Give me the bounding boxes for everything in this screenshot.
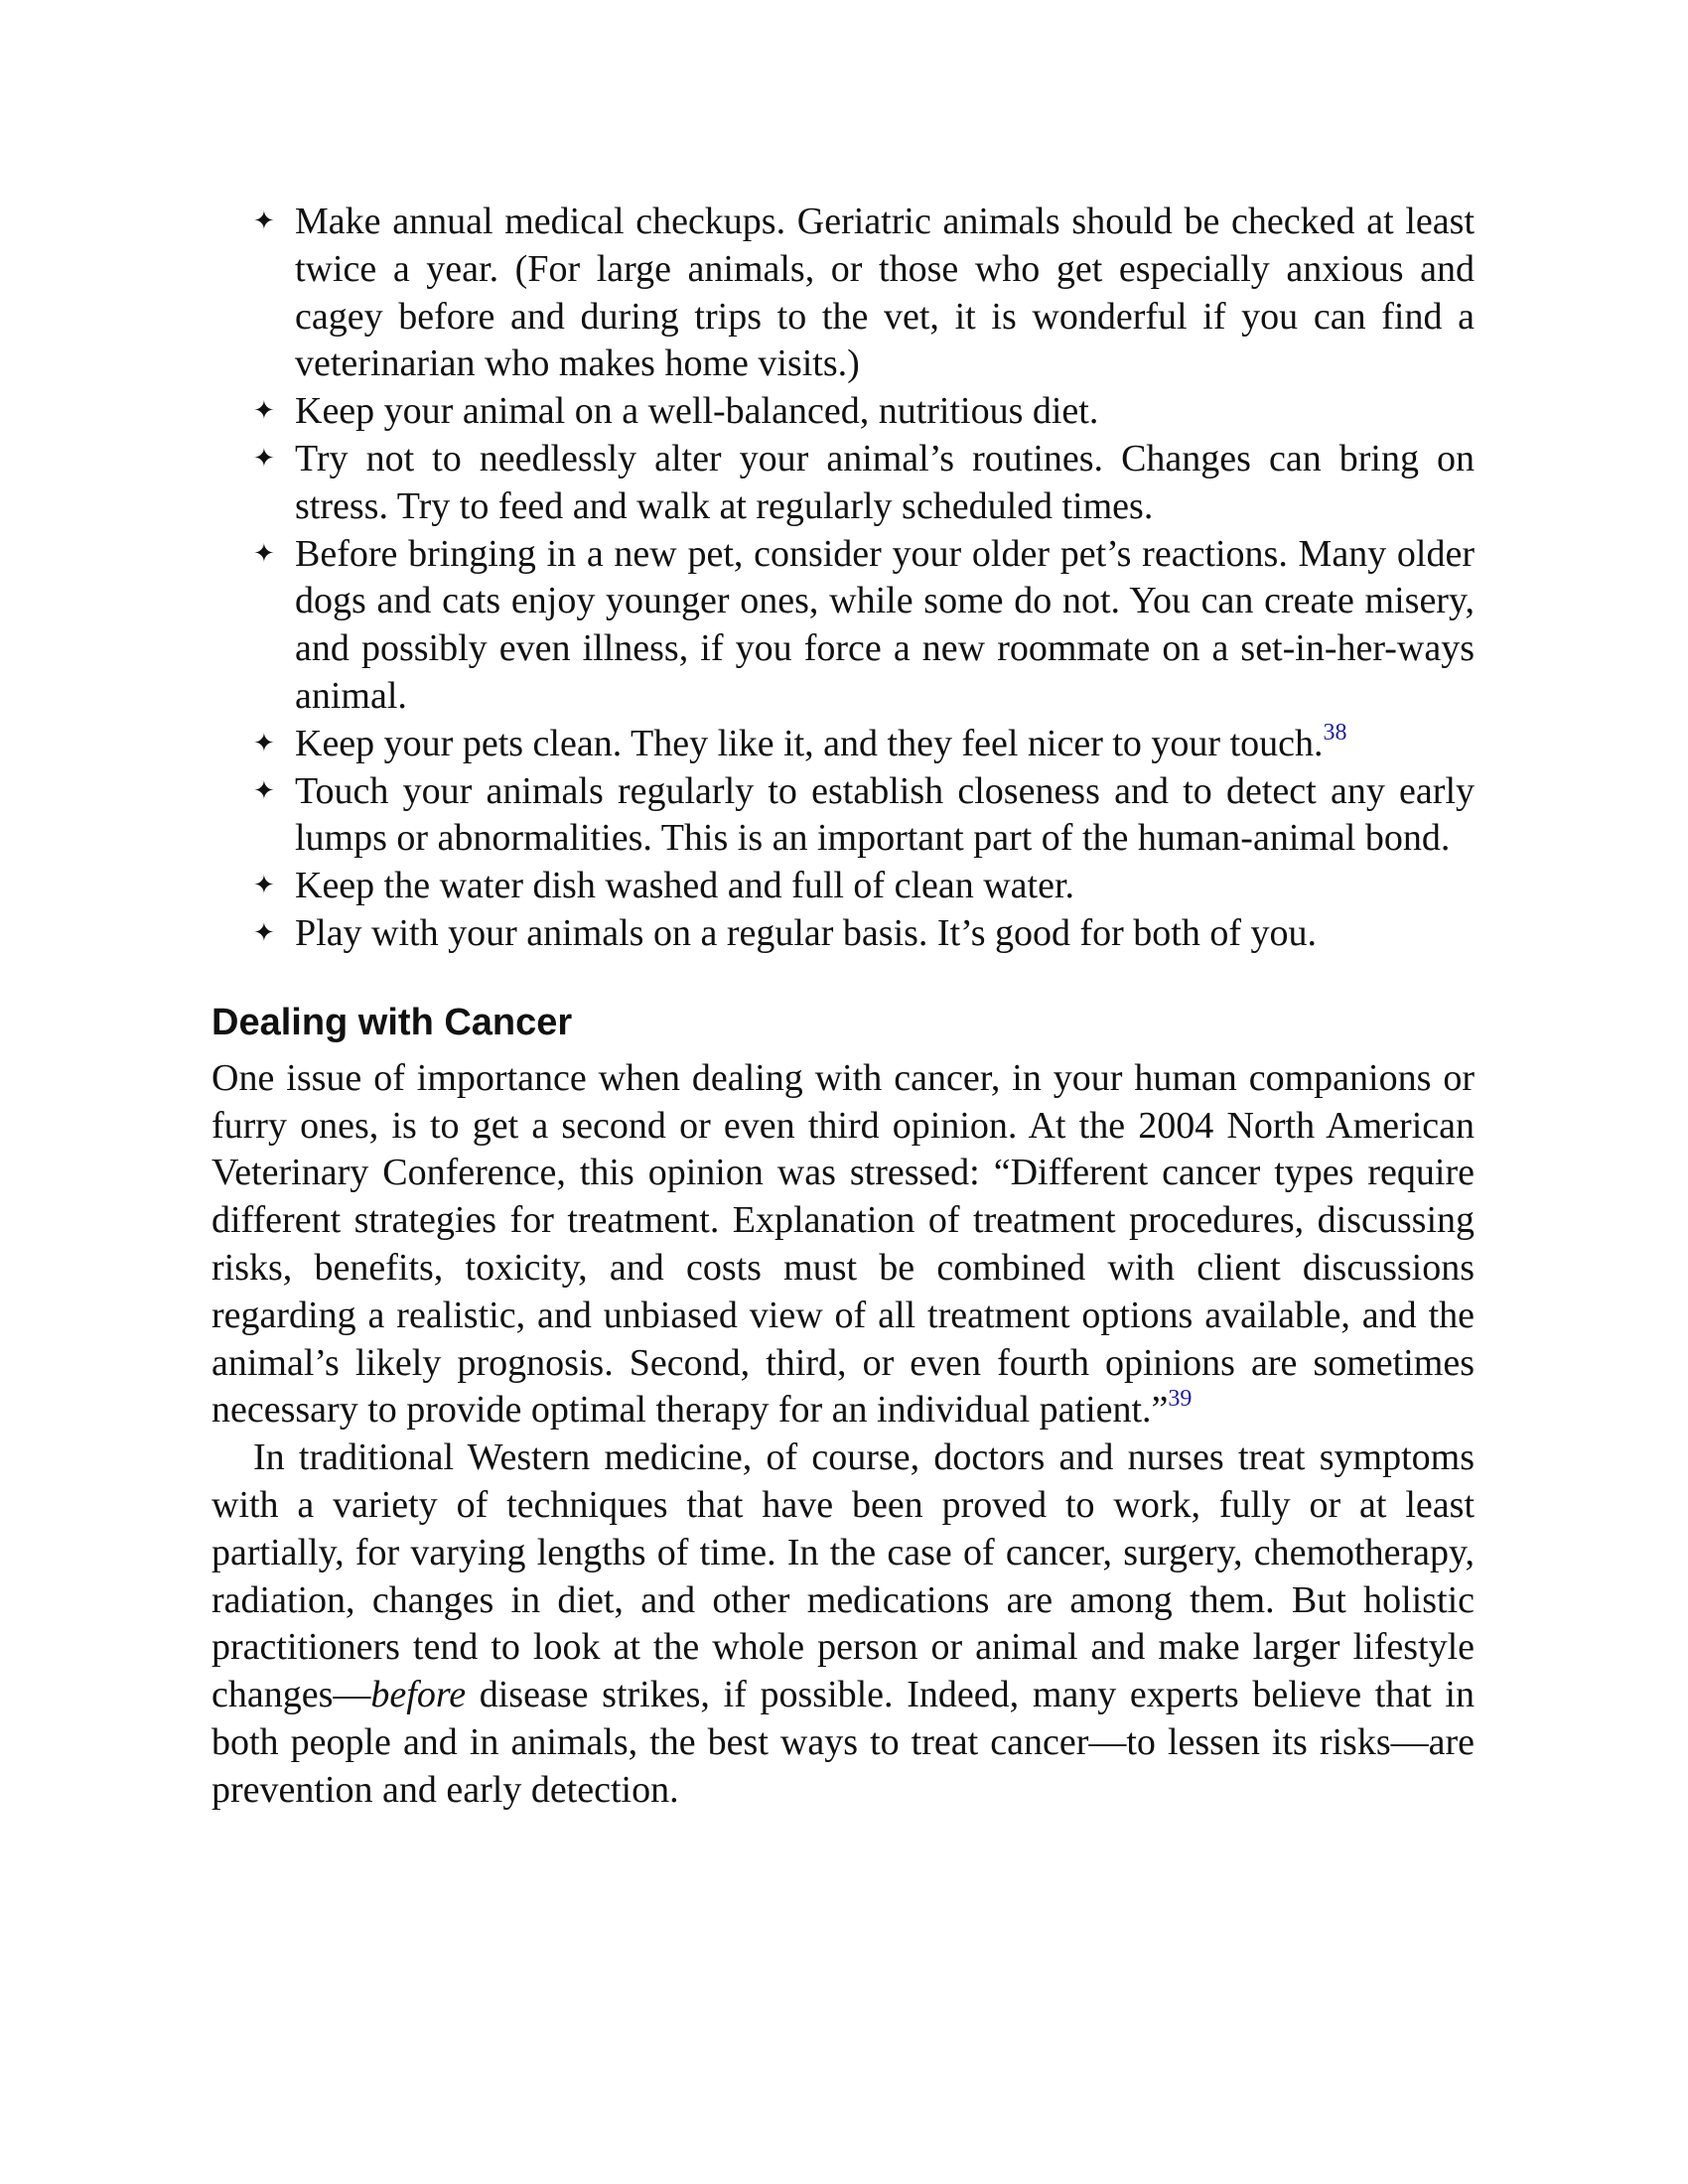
list-item [253,768,1475,864]
paragraph-text: In traditional Western medicine, of course, doctors and nurses treat symptoms with a variety of techniques that have been proved to work, fully or at least partially, for varying lengths of time. In the case of cancer, surgery, chemotherapy, radiation, changes in diet, and other medications are among them. But holistic practitioners tend to look at the whole person or animal and make larger lifestyle changes— [211,1436,1475,1716]
four-point-star-bullet-icon: ✦ [253,728,275,758]
book-page [211,199,1475,1815]
care-tips-list [253,199,1475,958]
list-item [253,863,1475,910]
four-point-star-bullet-icon: ✦ [253,396,275,427]
body-paragraph-2 [211,1434,1475,1814]
list-item-text: Play with your animals on a regular basis. It’s good for both of you. [295,911,1318,954]
list-item-text: Try not to needlessly alter your animal’s routines. Changes can bring on stress. Try to feed and walk at regularly scheduled times. [295,437,1475,527]
four-point-star-bullet-icon: ✦ [253,206,275,236]
section-heading: Dealing with Cancer [211,1001,573,1043]
emphasized-word: before [370,1674,467,1716]
list-item [253,531,1475,721]
footnote-reference-39[interactable]: 39 [1168,1386,1193,1413]
body-paragraph-1 [211,1055,1475,1434]
list-item [253,199,1475,388]
paragraph-text: disease strikes, if possible. Indeed, many experts believe that in both people and in animals, the best ways to treat cancer—to lessen its risks—are prevention and early detection. [211,1674,1475,1811]
list-item [253,388,1475,436]
list-item [253,719,1475,768]
list-item-text: Touch your animals regularly to establish closeness and to detect any early lumps or abnormalities. This is an important part of the human-animal bond. [295,769,1475,860]
paragraph-text: One issue of importance when dealing with cancer, in your human companions or furry ones, is to get a second or even third opinion. At the 2004 North American Veterinary Conference, this opinion was stressed: “Different cancer types require different strategies for treatment. Explanation of treatment procedures, discussing risks, benefits, toxicity, and costs must be combined with client discussions regarding a realistic, and unbiased view of all treatment options available, and the animal’s likely prognosis. Second, third, or even fourth opinions are sometimes necessary to provide optimal therapy for an individual patient.” [211,1056,1475,1432]
footnote-reference-38[interactable]: 38 [1323,719,1347,746]
four-point-star-bullet-icon: ✦ [253,917,275,948]
four-point-star-bullet-icon: ✦ [253,538,275,569]
list-item-text: Keep your animal on a well-balanced, nutritious diet. [295,390,1099,433]
four-point-star-bullet-icon: ✦ [253,443,275,474]
list-item [253,910,1475,958]
four-point-star-bullet-icon: ✦ [253,871,275,901]
list-item [253,436,1475,531]
list-item-text: Keep your pets clean. They like it, and they feel nicer to your touch. [295,722,1324,764]
list-item-text: Keep the water dish washed and full of clean water. [295,865,1075,907]
list-item-text: Before bringing in a new pet, consider your older pet’s reactions. Many older dogs and cats enjoy younger ones, while some do not. You can create misery, and possibly even illness, if you force a new roommate on a set-in-her-ways animal. [295,532,1475,717]
list-item-text: Make annual medical checkups. Geriatric animals should be checked at least twice a year. (For large animals, or those who get especially anxious and cagey before and during trips to the vet, it is wonderful if you can find a veterinarian who makes home visits.) [295,201,1475,385]
four-point-star-bullet-icon: ✦ [253,775,275,806]
